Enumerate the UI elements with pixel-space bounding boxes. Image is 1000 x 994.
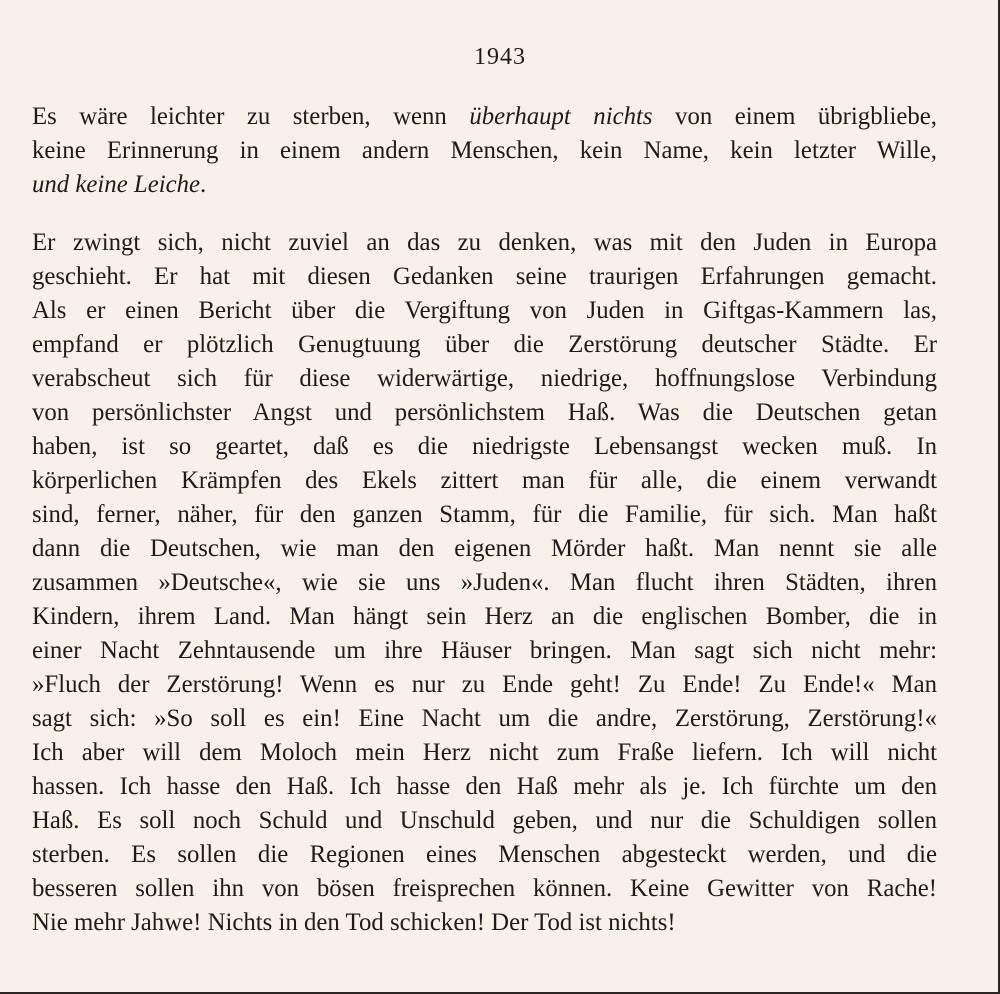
text-line: empfand er plötzlich Genugtuung über die Zerstörung deutscher Städte. Er — [32, 331, 937, 358]
text-line — [32, 100, 937, 134]
text-line — [32, 168, 937, 202]
text-line: sagt sich: »So soll es ein! Eine Nacht um die andre, Zerstörung, Zerstörung!« — [32, 705, 937, 732]
text-line: hassen. Ich hasse den Haß. Ich hasse den Haß mehr als je. Ich fürchte um den — [32, 773, 937, 800]
text-line: zusammen »Deutsche«, wie sie uns »Juden«. Man flucht ihren Städten, ihren — [32, 569, 937, 596]
text-span: . — [200, 171, 207, 198]
text-line: besseren sollen ihn von bösen freisprechen können. Keine Gewitter von Rache! — [32, 875, 937, 902]
page-header-year: 1943 — [474, 44, 526, 70]
text-line: haben, ist so geartet, daß es die niedrigste Lebensangst wecken muß. In — [32, 433, 937, 460]
text-line: sterben. Es sollen die Regionen eines Menschen abgesteckt werden, und die — [32, 841, 937, 868]
text-line: Er zwingt sich, nicht zuviel an das zu denken, was mit den Juden in Europa — [32, 229, 937, 256]
text-line: verabscheut sich für diese widerwärtige, niedrige, hoffnungslose Verbindung — [32, 365, 937, 392]
italic-emphasis: und keine Leiche — [32, 171, 200, 198]
text-span: von einem übrigbliebe, — [652, 103, 937, 130]
text-line: Haß. Es soll noch Schuld und Unschuld geben, und nur die Schuldigen sollen — [32, 807, 937, 834]
text-line: sind, ferner, näher, für den ganzen Stamm, für die Familie, für sich. Man haßt — [32, 501, 937, 528]
text-line: keine Erinnerung in einem andern Menschen, kein Name, kein letzter Wille, — [32, 137, 937, 164]
text-line: körperlichen Krämpfen des Ekels zittert man für alle, die einem verwandt — [32, 467, 937, 494]
text-line: dann die Deutschen, wie man den eigenen Mörder haßt. Man nennt sie alle — [32, 535, 937, 562]
paragraph-2 — [32, 226, 937, 940]
text-line: »Fluch der Zerstörung! Wenn es nur zu Ende geht! Zu Ende! Zu Ende!« Man — [32, 671, 937, 698]
paragraph-1 — [32, 100, 937, 202]
text-line: Als er einen Bericht über die Vergiftung von Juden in Giftgas-Kammern las, — [32, 297, 937, 324]
text-line: Nie mehr Jahwe! Nichts in den Tod schicken! Der Tod ist nichts! — [32, 909, 676, 936]
text-line: Ich aber will dem Moloch mein Herz nicht zum Fraße liefern. Ich will nicht — [32, 739, 937, 766]
text-line: Kindern, ihrem Land. Man hängt sein Herz an die englischen Bomber, die in — [32, 603, 937, 630]
text-span: Es wäre leichter zu sterben, wenn — [32, 103, 470, 130]
text-line: geschieht. Er hat mit diesen Gedanken seine traurigen Erfahrungen gemacht. — [32, 263, 937, 290]
text-line: von persönlichster Angst und persönlichstem Haß. Was die Deutschen getan — [32, 399, 937, 426]
italic-emphasis: überhaupt nichts — [469, 103, 653, 130]
text-line: einer Nacht Zehntausende um ihre Häuser bringen. Man sagt sich nicht mehr: — [32, 637, 937, 664]
